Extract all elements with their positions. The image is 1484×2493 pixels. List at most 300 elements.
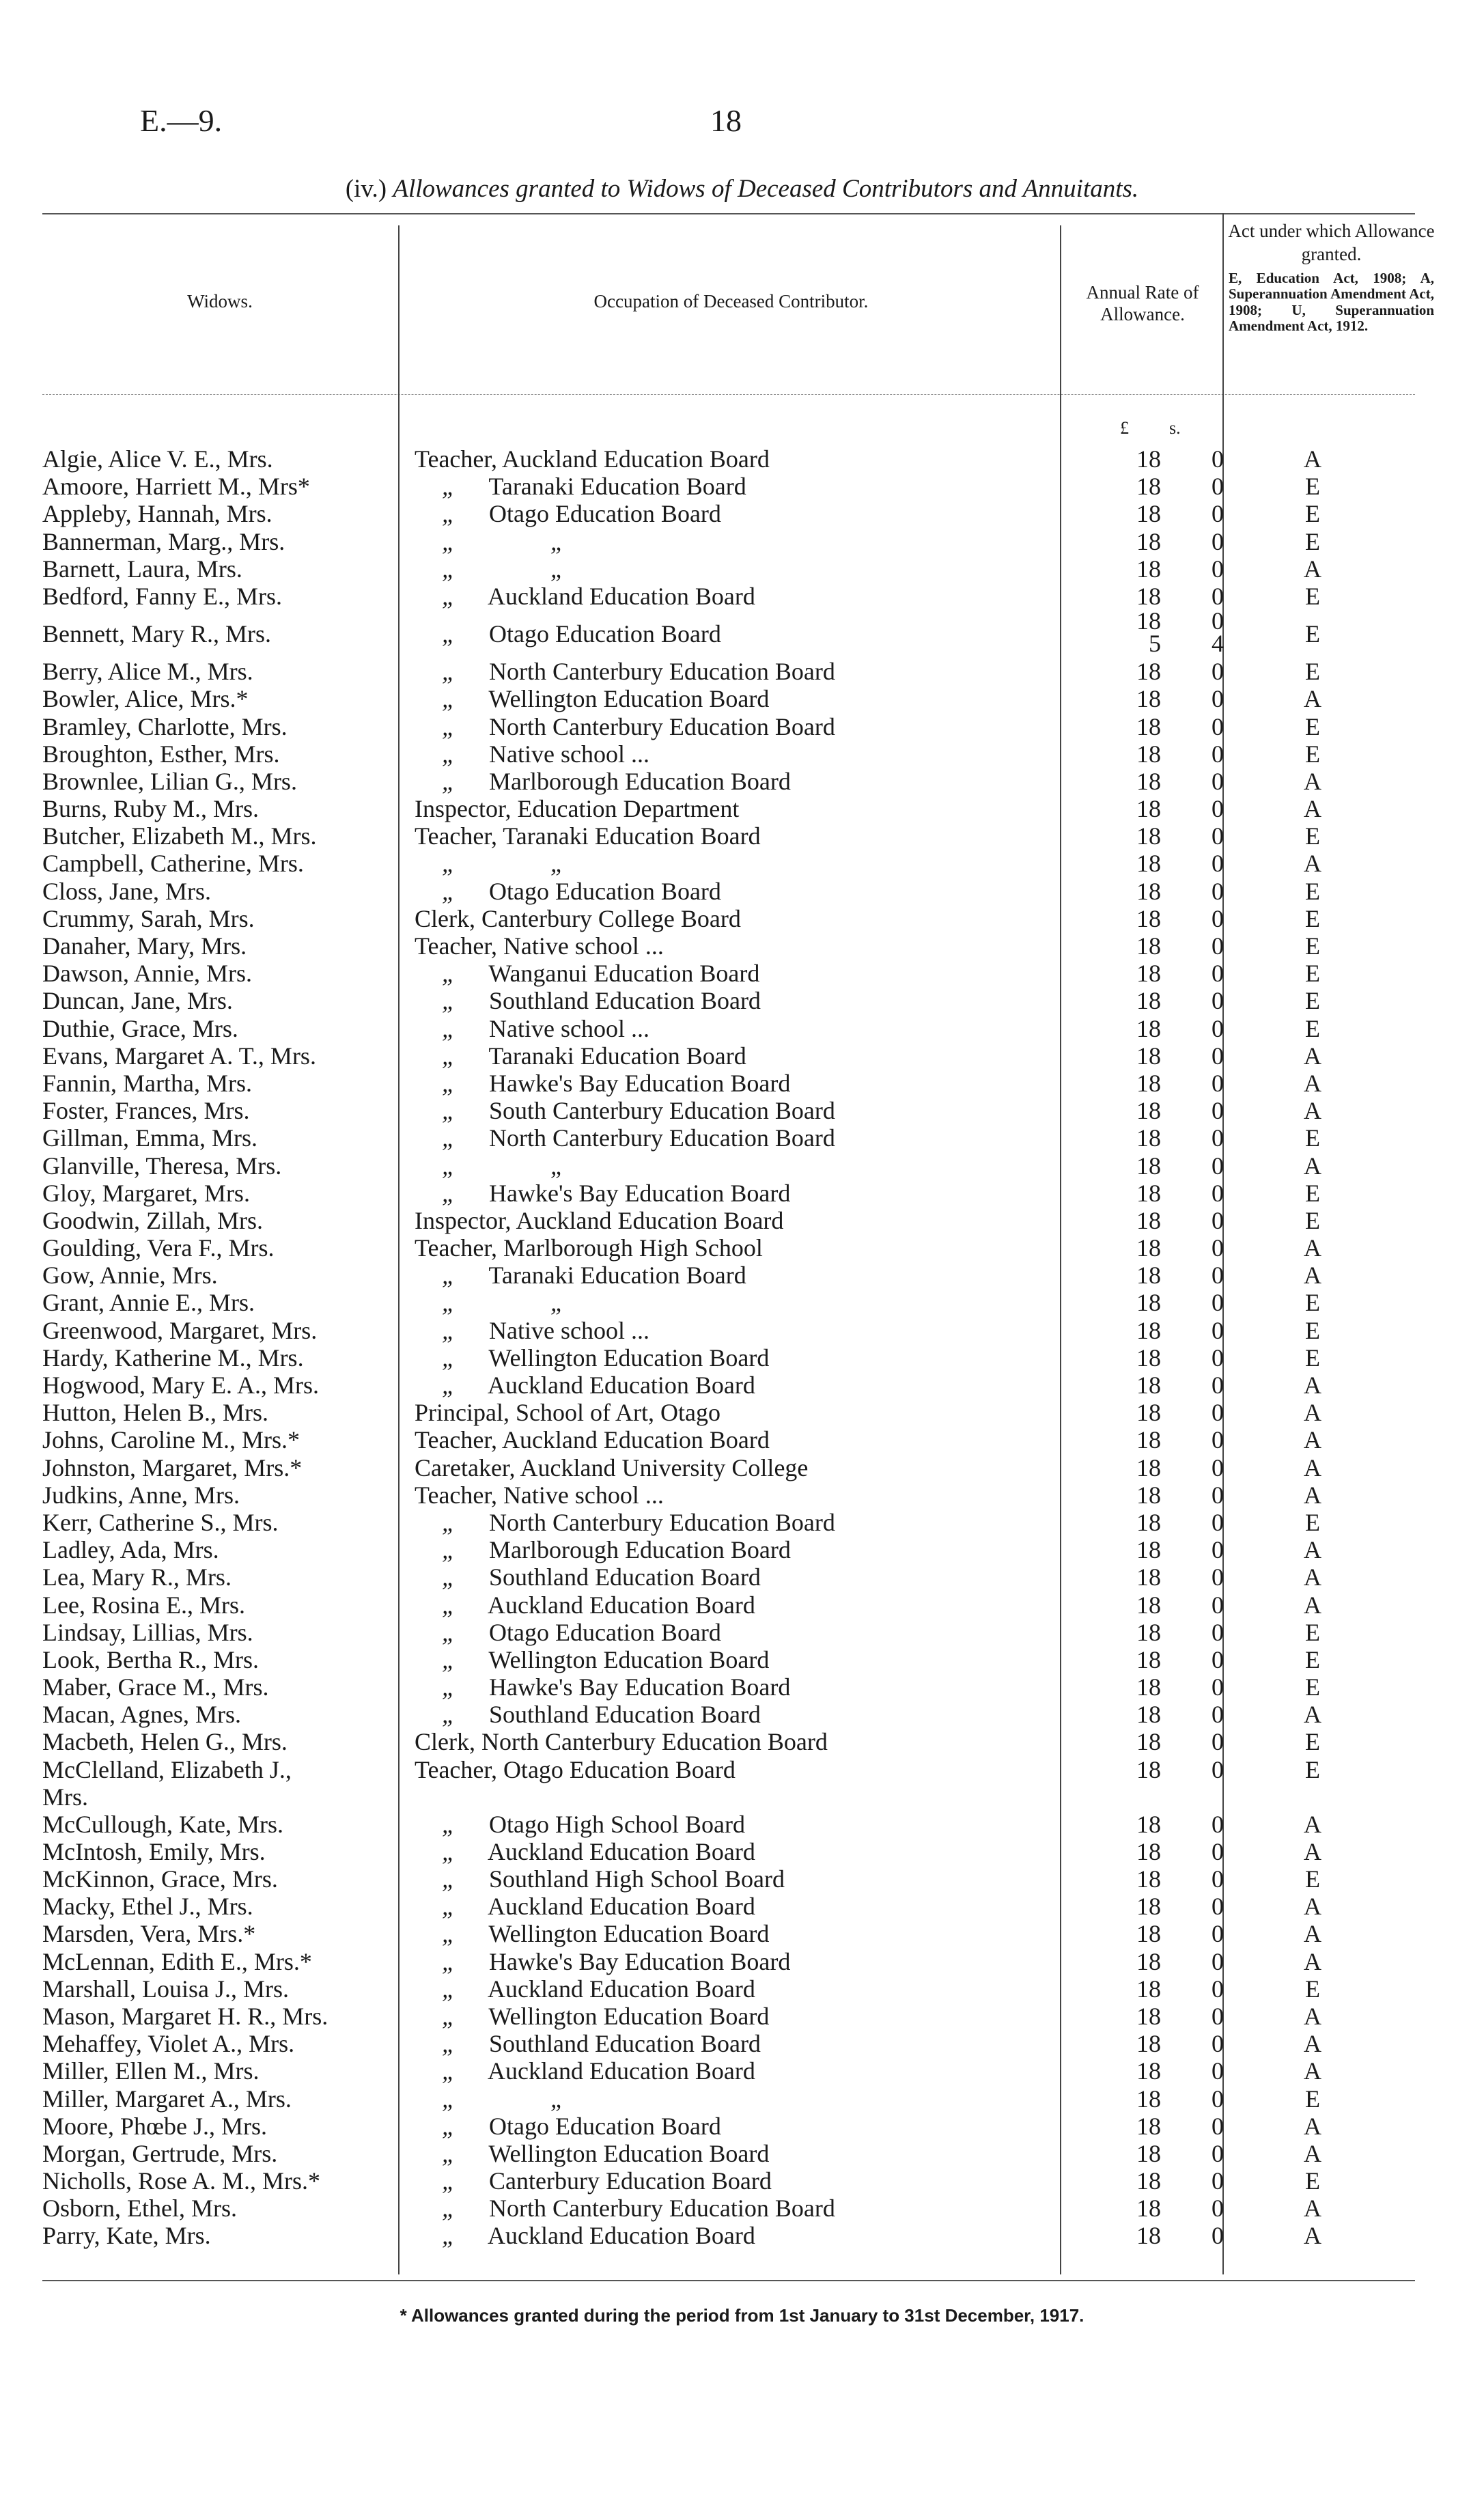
act-code: A — [1304, 445, 1321, 473]
occupation-title: „ — [441, 1701, 456, 1729]
table-row — [42, 1536, 1429, 1563]
occupation-title: „ — [441, 2085, 456, 2113]
table-row — [42, 1454, 1429, 1481]
widow-name: Gloy, Margaret, Mrs. — [42, 1179, 250, 1207]
occupation — [415, 1646, 1087, 1673]
allowance-shillings: 0 — [1212, 1563, 1224, 1591]
allowance-pounds: 18 — [1136, 1179, 1161, 1207]
allowance-pounds: 18 — [1136, 2222, 1161, 2250]
act-code: E — [1305, 877, 1320, 905]
allowance-pounds: 18 — [1136, 1755, 1161, 1783]
allowance-shillings: 0 — [1212, 658, 1224, 686]
employer-board: Hawke's Bay Education Board — [489, 1947, 791, 1975]
employer-board: Otago High School Board — [489, 1810, 745, 1838]
table-top-rule — [42, 213, 1415, 214]
allowance-shillings: 0 — [1212, 1097, 1224, 1125]
widow-name: Brownlee, Lilian G., Mrs. — [42, 767, 297, 795]
widow-name: Goulding, Vera F., Mrs. — [42, 1234, 275, 1262]
widow-name: Algie, Alice V. E., Mrs. — [42, 445, 273, 473]
allowance-pounds: 18 — [1136, 527, 1161, 555]
employer-board: Auckland University College — [520, 1453, 809, 1481]
allowance-pounds: 18 — [1136, 582, 1161, 610]
allowance-shillings: 0 — [1212, 2085, 1224, 2113]
widow-name: Macky, Ethel J., Mrs. — [42, 1893, 253, 1921]
occupation — [415, 1042, 1087, 1070]
widow-name: Foster, Frances, Mrs. — [42, 1097, 250, 1125]
allowance-shillings: 0 — [1212, 1755, 1224, 1783]
allowance-shillings: 0 — [1212, 1316, 1224, 1344]
widow-name: Grant, Annie E., Mrs. — [42, 1289, 255, 1317]
table-row — [42, 1399, 1429, 1426]
act-code: E — [1305, 620, 1320, 648]
allowance-pounds: 18 — [1136, 1893, 1161, 1921]
allowance-shillings: 0 — [1212, 1701, 1224, 1729]
table-row — [42, 445, 1429, 473]
widow-name: Miller, Ellen M., Mrs. — [42, 2057, 260, 2085]
act-code: A — [1304, 2195, 1321, 2223]
occupation — [415, 1673, 1087, 1701]
allowance-shillings: 0 — [1212, 795, 1224, 823]
occupation — [415, 500, 1087, 527]
occupation — [415, 1948, 1087, 1975]
table-row — [42, 1563, 1429, 1591]
occupation — [415, 1399, 1087, 1426]
widow-name: Lindsay, Lillias, Mrs. — [42, 1618, 253, 1646]
occupation — [415, 768, 1087, 795]
table-row — [42, 2057, 1429, 2085]
allowance-shillings: 0 — [1212, 904, 1224, 932]
allowance-pounds: 18 — [1136, 1097, 1161, 1125]
occupation-title: „ — [441, 1014, 456, 1042]
employer-board: Wellington Education Board — [488, 1645, 770, 1673]
act-code: E — [1305, 904, 1320, 932]
table-title — [0, 174, 1484, 204]
occupation-title: „ — [441, 1645, 456, 1673]
occupation-title: „ — [441, 1865, 456, 1893]
allowance-shillings: 0 — [1212, 822, 1224, 850]
act-code: E — [1305, 2085, 1320, 2113]
allowance-shillings — [1196, 610, 1224, 655]
allowance-shillings: 0 — [1212, 1837, 1224, 1865]
employer-board: Taranaki Education Board — [488, 1042, 746, 1070]
allowance-pounds: 18 — [1136, 473, 1161, 501]
table-row — [42, 1509, 1429, 1536]
occupation-title: Teacher, — [415, 445, 497, 473]
occupation — [415, 1838, 1087, 1865]
employer-board: Native school ... — [489, 740, 649, 768]
allowance-pounds: 18 — [1136, 2085, 1161, 2113]
employer-board: Canterbury College Board — [481, 904, 741, 932]
occupation — [415, 1426, 1087, 1453]
column-header-widows: Widows. — [187, 291, 253, 311]
act-code: E — [1305, 960, 1320, 988]
occupation-title: „ — [441, 685, 456, 713]
widow-name: Mason, Margaret H. R., Mrs. — [42, 2002, 328, 2030]
occupation — [415, 2003, 1087, 2030]
occupation — [415, 1591, 1087, 1619]
employer-board: Southland Education Board — [489, 1563, 761, 1591]
table-row — [42, 878, 1429, 905]
widow-name: Maber, Grace M., Mrs. — [42, 1673, 269, 1701]
occupation — [415, 1920, 1087, 1947]
page-number: 18 — [710, 103, 742, 138]
occupation — [415, 473, 1087, 500]
table-row — [42, 500, 1429, 527]
occupation-title: „ — [441, 1591, 456, 1619]
allowance-pounds: 18 — [1136, 932, 1161, 960]
employer-board: Otago Education Board — [503, 1755, 736, 1783]
table-row — [42, 1619, 1429, 1646]
allowance-shillings: 0 — [1212, 1508, 1224, 1536]
table-row — [42, 905, 1429, 932]
employer-board: Canterbury Education Board — [489, 2167, 772, 2195]
widow-name: McClelland, Elizabeth J., — [42, 1755, 292, 1783]
occupation-title: „ — [441, 1097, 456, 1125]
allowance-pounds: 18 — [1136, 1206, 1161, 1234]
widow-name: Bennett, Mary R., Mrs. — [42, 620, 271, 648]
act-code: E — [1305, 2167, 1320, 2195]
occupation-title: „ — [441, 850, 456, 878]
widow-name: Butcher, Elizabeth M., Mrs. — [42, 822, 317, 850]
occupation-title: „ — [441, 2222, 456, 2250]
act-code: A — [1304, 1947, 1321, 1975]
widow-name: Gow, Annie, Mrs. — [42, 1262, 218, 1290]
employer-board: Southland High School Board — [489, 1865, 785, 1893]
allowance-pounds: 18 — [1136, 1481, 1161, 1509]
occupation-title: Clerk, — [415, 904, 475, 932]
employer-board: Southland Education Board — [489, 1701, 761, 1729]
column-header-rate: Annual Rate of Allowance. — [1086, 282, 1199, 325]
allowance-pounds: 18 — [1136, 740, 1161, 768]
allowance-shillings: 0 — [1212, 767, 1224, 795]
table-row — [42, 1481, 1429, 1509]
widow-name: Crummy, Sarah, Mrs. — [42, 904, 255, 932]
act-code: E — [1305, 987, 1320, 1015]
occupation — [415, 1289, 1087, 1316]
allowance-shillings: 0 — [1212, 1453, 1224, 1481]
act-code: E — [1305, 582, 1320, 610]
employer-board: Wellington Education Board — [488, 1343, 770, 1371]
occupation-title: „ — [441, 1893, 456, 1921]
table-row — [42, 555, 1429, 583]
allowance-shillings: 0 — [1212, 1262, 1224, 1290]
employer-board: Auckland Education Board — [488, 2057, 755, 2085]
widow-name: Broughton, Esther, Mrs. — [42, 740, 280, 768]
widow-name: Macbeth, Helen G., Mrs. — [42, 1728, 288, 1756]
occupation — [415, 1701, 1087, 1728]
act-code: A — [1304, 1563, 1321, 1591]
allowance-pounds: 18 — [1136, 1262, 1161, 1290]
widow-name: Hogwood, Mary E. A., Mrs. — [42, 1371, 319, 1399]
allowance-shillings: 0 — [1212, 1975, 1224, 2003]
occupation-title: „ — [441, 1069, 456, 1097]
allowance-pounds: 18 — [1136, 2057, 1161, 2085]
act-code: A — [1304, 1701, 1321, 1729]
occupation — [415, 2167, 1087, 2195]
act-code: A — [1304, 795, 1321, 823]
occupation — [415, 960, 1087, 987]
widow-name: Lee, Rosina E., Mrs. — [42, 1591, 245, 1619]
table-row — [42, 2222, 1429, 2249]
employer-board: Auckland Education Board — [488, 1975, 755, 2003]
allowance-pounds — [1100, 610, 1161, 655]
table-row — [42, 1234, 1429, 1262]
act-code: E — [1305, 1755, 1320, 1783]
occupation — [415, 658, 1087, 685]
occupation — [415, 1344, 1087, 1371]
allowance-pounds: 18 — [1136, 1289, 1161, 1317]
occupation — [415, 1234, 1087, 1262]
allowance-pounds: 18 — [1136, 2167, 1161, 2195]
employer-board: Auckland Education Board — [488, 1893, 755, 1921]
employer-board: Marlborough Education Board — [489, 1536, 791, 1564]
act-code: E — [1305, 822, 1320, 850]
allowance-shillings: 0 — [1212, 2195, 1224, 2223]
allowance-shillings: 0 — [1212, 932, 1224, 960]
widow-name: Goodwin, Zillah, Mrs. — [42, 1206, 263, 1234]
occupation-title: „ — [441, 1920, 456, 1948]
allowance-pounds: 18 — [1136, 500, 1161, 528]
employer-board: Auckland Education Board — [488, 1591, 755, 1619]
table-title-text: Allowances granted to Widows of Deceased Contributors and Annuitants. — [393, 175, 1139, 203]
employer-board: „ — [550, 555, 565, 583]
act-code: E — [1305, 1124, 1320, 1152]
table-row — [42, 1124, 1429, 1152]
table-row — [42, 2113, 1429, 2140]
table-title-prefix: (iv.) — [345, 175, 387, 203]
allowance-shillings: 0 — [1212, 527, 1224, 555]
act-code: A — [1304, 1837, 1321, 1865]
occupation-title: „ — [441, 1673, 456, 1701]
allowance-shillings: 0 — [1212, 1536, 1224, 1564]
occupation — [415, 1152, 1087, 1180]
occupation — [415, 1756, 1087, 1783]
occupation — [415, 1371, 1087, 1399]
widow-name: Morgan, Gertrude, Mrs. — [42, 2139, 278, 2167]
occupation-title: „ — [441, 877, 456, 905]
widow-name: Gillman, Emma, Mrs. — [42, 1124, 257, 1152]
table-row — [42, 1152, 1429, 1180]
act-code: E — [1305, 1618, 1320, 1646]
allowance-shillings: 0 — [1212, 1645, 1224, 1673]
widow-name: McCullough, Kate, Mrs. — [42, 1810, 283, 1838]
occupation-title: „ — [441, 1975, 456, 2003]
occupation — [415, 713, 1087, 740]
allowance-shillings: 0 — [1212, 1865, 1224, 1893]
act-code: A — [1304, 2139, 1321, 2167]
allowance-pounds: 18 — [1136, 1234, 1161, 1262]
act-code: A — [1304, 1591, 1321, 1619]
occupation — [415, 740, 1087, 768]
occupation — [415, 1317, 1087, 1344]
occupation-title: „ — [441, 2112, 456, 2140]
occupation — [415, 1975, 1087, 2003]
employer-board: Otago Education Board — [489, 2112, 721, 2140]
allowance-pounds: 18 — [1136, 1975, 1161, 2003]
allowance-shillings-first: 0 — [1212, 610, 1224, 635]
employer-board: Southland Education Board — [489, 2030, 761, 2058]
table-row — [42, 713, 1429, 740]
table-row — [42, 987, 1429, 1014]
occupation — [415, 878, 1087, 905]
occupation-title: „ — [441, 2057, 456, 2085]
allowance-pounds: 18 — [1136, 1371, 1161, 1399]
occupation — [415, 1207, 1087, 1234]
widow-name: Duthie, Grace, Mrs. — [42, 1014, 238, 1042]
employer-board: Auckland Education Board — [501, 445, 770, 473]
act-code: A — [1304, 1152, 1321, 1180]
employer-board: Education Department — [517, 795, 740, 823]
column-header-act — [1224, 220, 1438, 335]
allowance-shillings: 0 — [1212, 1920, 1224, 1948]
allowance-pounds: 18 — [1136, 1920, 1161, 1948]
allowance-pounds: 18 — [1136, 1426, 1161, 1454]
widow-name: Campbell, Catherine, Mrs. — [42, 850, 304, 878]
allowance-shillings: 0 — [1212, 2002, 1224, 2030]
act-code: A — [1304, 1097, 1321, 1125]
widow-name: Kerr, Catherine S., Mrs. — [42, 1508, 279, 1536]
allowance-shillings: 0 — [1212, 1673, 1224, 1701]
occupation-title: „ — [441, 1536, 456, 1564]
table-row — [42, 528, 1429, 555]
widow-name: Berry, Alice M., Mrs. — [42, 658, 253, 686]
allowance-pounds: 18 — [1136, 1645, 1161, 1673]
widow-name: Glanville, Theresa, Mrs. — [42, 1152, 282, 1180]
occupation-title: Caretaker, — [415, 1453, 516, 1481]
table-row — [42, 473, 1429, 500]
occupation — [415, 1481, 1087, 1509]
act-code: A — [1304, 2057, 1321, 2085]
allowance-shillings: 0 — [1212, 877, 1224, 905]
widow-name: Lea, Mary R., Mrs. — [42, 1563, 232, 1591]
employer-board: „ — [550, 850, 565, 878]
occupation — [415, 1811, 1087, 1838]
footnote: * Allowances granted during the period from 1st January to 31st December, 1917. — [400, 2305, 1084, 2326]
allowance-pounds: 18 — [1136, 2002, 1161, 2030]
widow-name: Mehaffey, Violet A., Mrs. — [42, 2030, 295, 2058]
act-code: A — [1304, 2002, 1321, 2030]
table-row — [42, 1893, 1429, 1920]
allowance-pounds: 18 — [1136, 960, 1161, 988]
occupation — [415, 822, 1087, 850]
allowance-shillings: 0 — [1212, 473, 1224, 501]
allowance-shillings: 0 — [1212, 1481, 1224, 1509]
table-row — [42, 1070, 1429, 1097]
employer-board: Wellington Education Board — [488, 2139, 770, 2167]
occupation — [415, 1563, 1087, 1591]
allowance-pounds: 18 — [1136, 1810, 1161, 1838]
occupation — [415, 583, 1087, 610]
occupation-title: „ — [441, 658, 456, 686]
occupation-title: Clerk, — [415, 1728, 475, 1756]
table-row — [42, 1673, 1429, 1701]
occupation-title: Teacher, — [415, 932, 497, 960]
allowance-shillings: 0 — [1212, 1069, 1224, 1097]
act-code: E — [1305, 1343, 1320, 1371]
employer-board: Native school ... — [503, 932, 664, 960]
act-code: A — [1304, 1426, 1321, 1454]
act-code: A — [1304, 1536, 1321, 1564]
allowance-pounds: 18 — [1136, 1508, 1161, 1536]
occupation-title: „ — [441, 1124, 456, 1152]
table-row — [42, 610, 1429, 658]
employer-board: Southland Education Board — [489, 987, 761, 1015]
widow-name: Dawson, Annie, Mrs. — [42, 960, 252, 988]
act-code: E — [1305, 932, 1320, 960]
widow-name-continued: Mrs. — [42, 1783, 89, 1811]
widow-name: Appleby, Hannah, Mrs. — [42, 500, 272, 528]
allowance-shillings: 0 — [1212, 987, 1224, 1015]
act-code: A — [1304, 1234, 1321, 1262]
table-row — [42, 1426, 1429, 1453]
occupation-title: „ — [441, 2030, 456, 2058]
occupation-title: „ — [441, 1371, 456, 1399]
employer-board: Auckland Education Board — [488, 1837, 755, 1865]
table-row — [42, 960, 1429, 987]
allowance-shillings: 0 — [1212, 1014, 1224, 1042]
table-row — [42, 1180, 1429, 1207]
occupation — [415, 1015, 1087, 1042]
table-row — [42, 795, 1429, 822]
allowance-shillings: 0 — [1212, 2112, 1224, 2140]
allowance-pounds: 18 — [1136, 1069, 1161, 1097]
act-code: E — [1305, 500, 1320, 528]
occupation-title: „ — [441, 1343, 456, 1371]
table-row — [42, 1371, 1429, 1399]
occupation — [415, 445, 1087, 473]
occupation — [415, 2113, 1087, 2140]
table-row — [42, 2195, 1429, 2222]
allowance-pounds: 18 — [1136, 2112, 1161, 2140]
table-row — [42, 685, 1429, 712]
table-row — [42, 1756, 1429, 1811]
occupation-title: „ — [441, 2002, 456, 2030]
allowance-pounds: 18 — [1136, 1399, 1161, 1427]
occupation-title: „ — [441, 1508, 456, 1536]
allowance-pounds: 18 — [1136, 850, 1161, 878]
occupation-title: „ — [441, 473, 456, 501]
allowance-shillings: 0 — [1212, 685, 1224, 713]
allowance-shillings: 0 — [1212, 712, 1224, 740]
occupation-title: Inspector, — [415, 795, 512, 823]
allowance-shillings: 0 — [1212, 1591, 1224, 1619]
act-code: A — [1304, 2112, 1321, 2140]
occupation — [415, 1124, 1087, 1152]
page-header — [0, 102, 1484, 150]
allowance-shillings: 0 — [1212, 1289, 1224, 1317]
table-row — [42, 1701, 1429, 1728]
table-row — [42, 1728, 1429, 1755]
occupation — [415, 2030, 1087, 2057]
occupation — [415, 1180, 1087, 1207]
allowance-shillings: 0 — [1212, 582, 1224, 610]
employer-board: Native school ... — [489, 1014, 649, 1042]
employer-board: North Canterbury Education Board — [489, 2195, 835, 2223]
employer-board: North Canterbury Education Board — [489, 712, 835, 740]
widow-name: Duncan, Jane, Mrs. — [42, 987, 233, 1015]
employer-board: Auckland Education Board — [488, 1371, 755, 1399]
occupation — [415, 2085, 1087, 2113]
occupation-title: „ — [441, 987, 456, 1015]
allowance-table-body — [42, 445, 1429, 2250]
widow-name: McIntosh, Emily, Mrs. — [42, 1837, 266, 1865]
allowance-shillings: 0 — [1212, 1618, 1224, 1646]
allowance-shillings: 0 — [1212, 1234, 1224, 1262]
occupation — [415, 1728, 1087, 1755]
act-code: E — [1305, 1975, 1320, 2003]
allowance-shillings: 0 — [1212, 1728, 1224, 1756]
allowance-pounds: 18 — [1136, 1865, 1161, 1893]
